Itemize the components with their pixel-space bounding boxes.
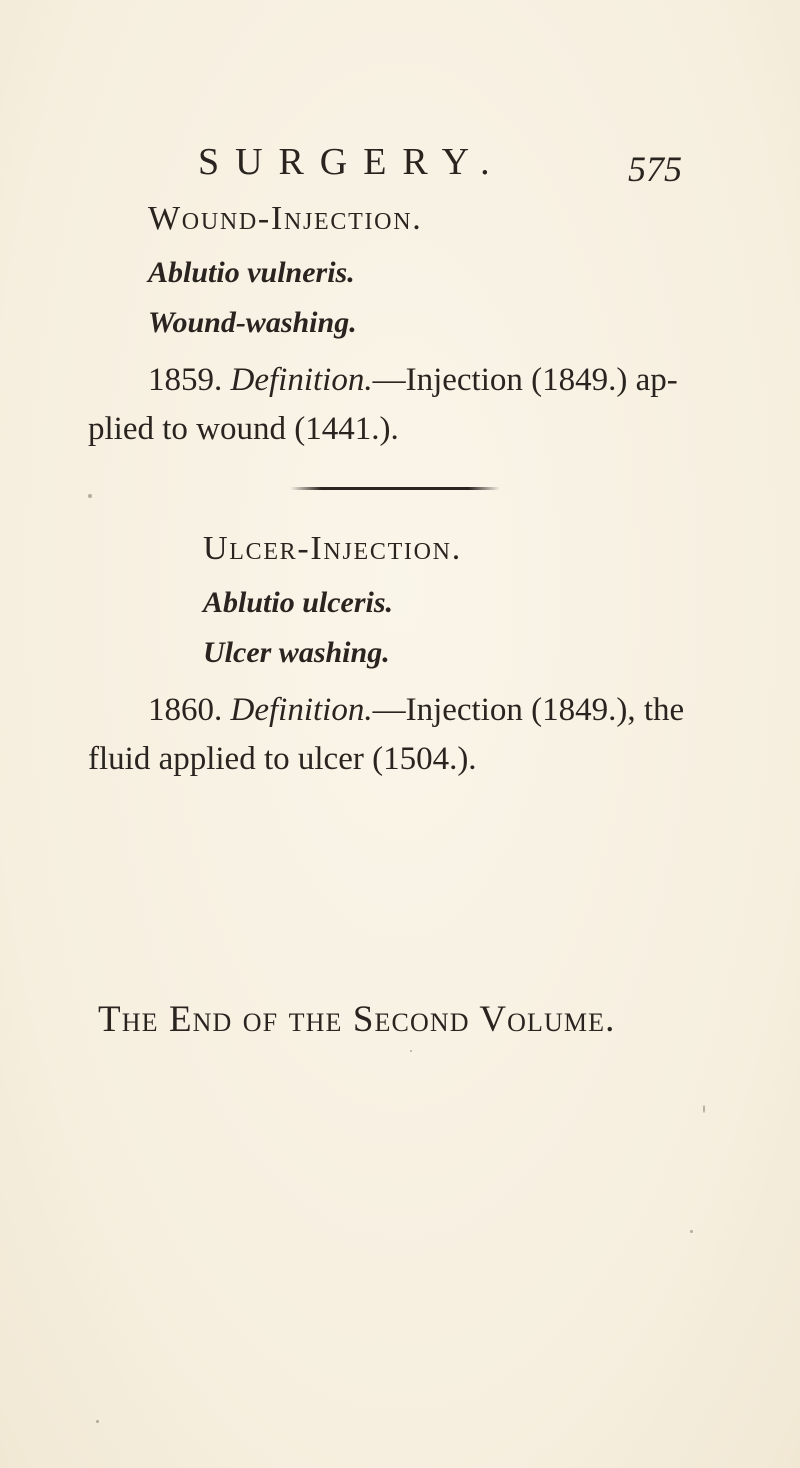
section-title-ulcer-injection: Ulcer-Injection.: [203, 530, 462, 567]
page-number: 575: [628, 149, 682, 189]
definition-1859-line-2: plied to wound (1441.).: [88, 411, 399, 447]
latin-term-ulcer: Ablutio ulceris.: [203, 586, 394, 619]
definition-label: Definition.: [230, 692, 373, 728]
paper-speck: [703, 1105, 705, 1113]
section-divider: [290, 487, 500, 490]
paper-speck: [88, 494, 92, 498]
paper-speck: [690, 1230, 693, 1233]
paragraph-number: 1859.: [148, 362, 223, 398]
section-title-wound-injection: Wound-Injection.: [148, 200, 423, 237]
definition-text: —Injection (1849.), the: [372, 692, 685, 728]
latin-term-wound: Ablutio vulneris.: [148, 256, 355, 289]
colophon: The End of the Second Volume.: [98, 999, 616, 1040]
english-term-ulcer: Ulcer washing.: [203, 636, 390, 669]
definition-label: Definition.: [230, 362, 373, 398]
paper-speck: [410, 1050, 412, 1052]
english-term-wound: Wound-washing.: [148, 306, 357, 339]
definition-1860-line-2: fluid applied to ulcer (1504.).: [88, 741, 477, 777]
paper-speck: [96, 1420, 99, 1423]
definition-text: —Injection (1849.) ap-: [372, 362, 678, 398]
definition-1860-line-1: [148, 686, 684, 734]
running-head: SURGERY.: [198, 141, 506, 183]
paragraph-number: 1860.: [148, 692, 223, 728]
definition-1859-line-1: [148, 356, 678, 404]
